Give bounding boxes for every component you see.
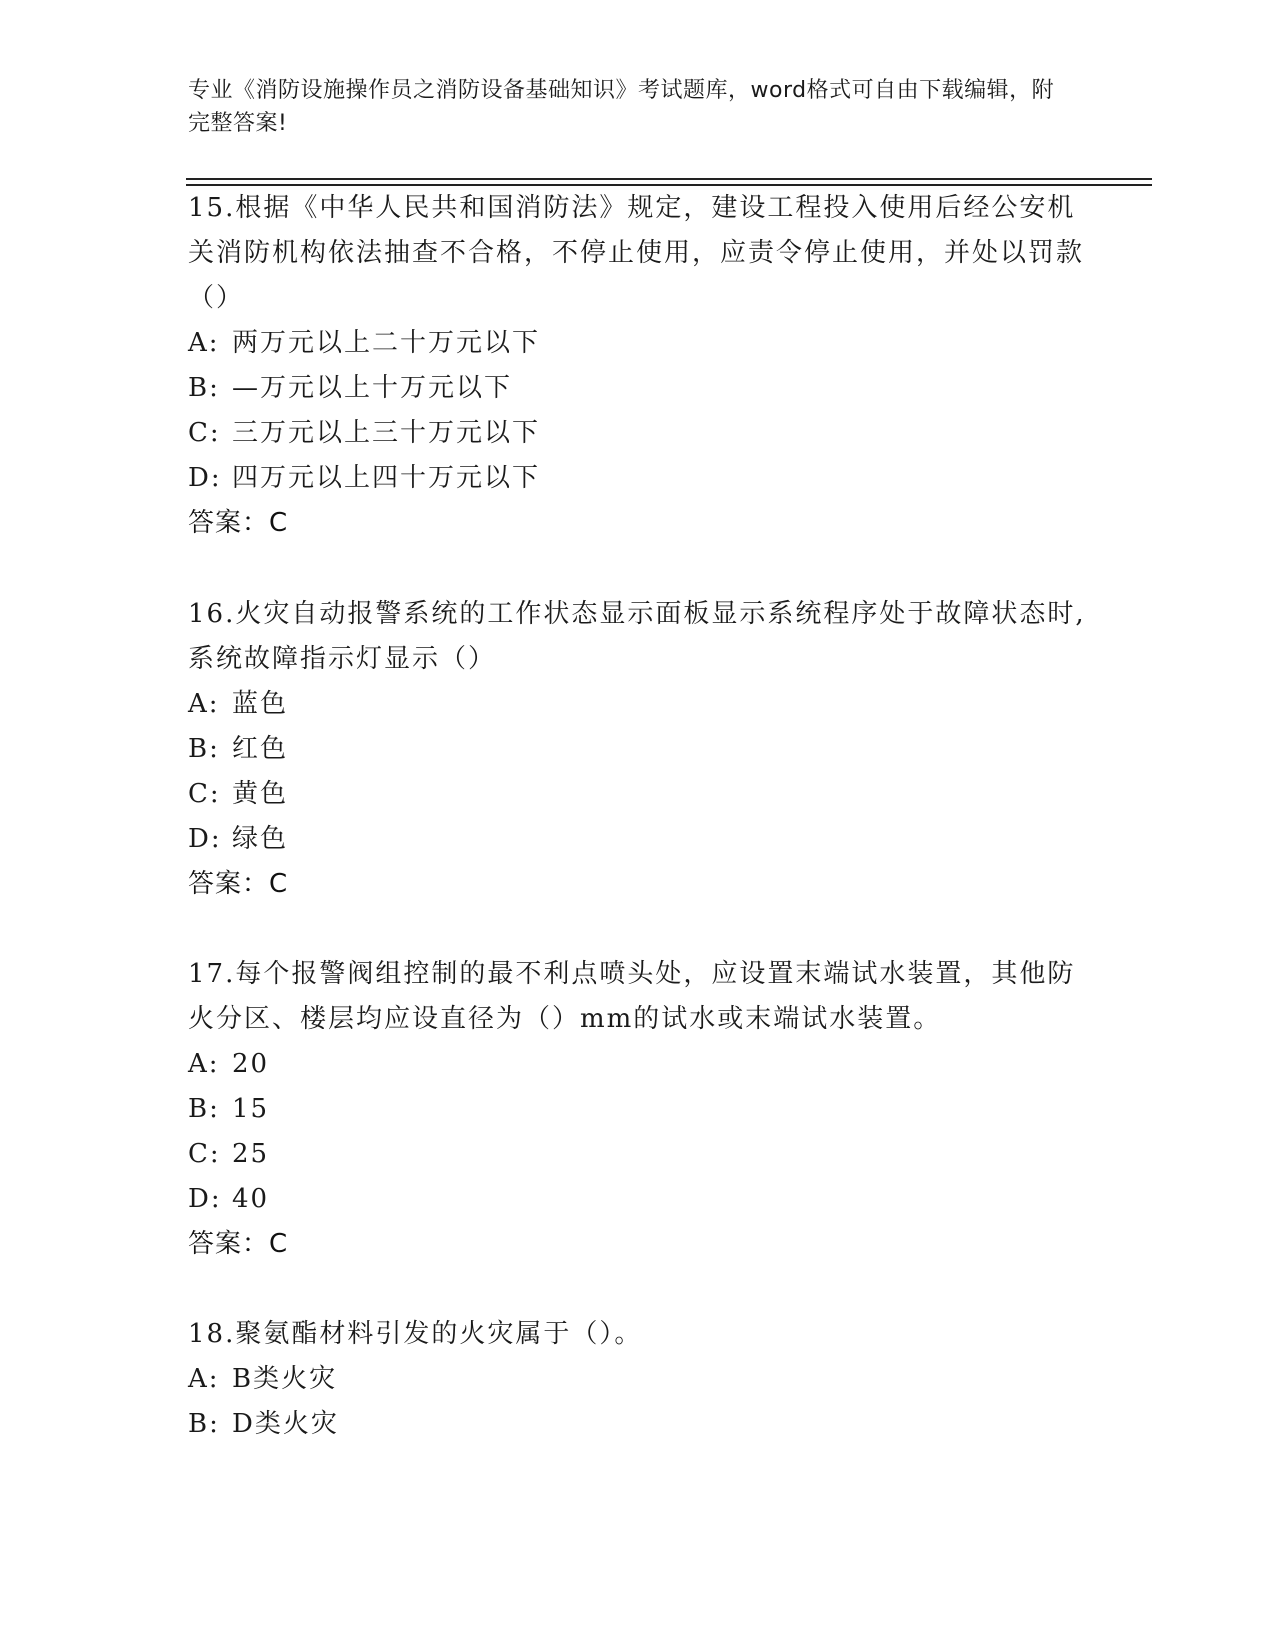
option-b bbox=[188, 366, 1088, 411]
question-text: 17.每个报警阀组控制的最不利点喷头处，应设置末端试水装置，其他防火分区、楼层均应设直径为（）mm的试水或末端试水装置。 bbox=[188, 959, 1076, 1034]
option-key: D: bbox=[188, 1184, 222, 1214]
option-key: C: bbox=[188, 1139, 221, 1169]
option-text: 两万元以上二十万元以下 bbox=[232, 328, 541, 358]
question-text: 15.根据《中华人民共和国消防法》规定，建设工程投入使用后经公安机关消防机构依法抽查不合格，不停止使用，应责令停止使用，并处以罚款（） bbox=[188, 193, 1085, 313]
option-d bbox=[188, 817, 1088, 862]
option-b bbox=[188, 727, 1088, 772]
option-b bbox=[188, 1087, 1088, 1132]
option-d bbox=[188, 456, 1088, 501]
answer-line: 答案：C bbox=[188, 869, 289, 899]
question-text: 16.火灾自动报警系统的工作状态显示面板显示系统程序处于故障状态时,系统故障指示灯显示（） bbox=[188, 599, 1086, 674]
option-text: 黄色 bbox=[232, 779, 289, 809]
option-a bbox=[188, 1357, 1088, 1402]
option-key: B: bbox=[188, 373, 220, 403]
option-key: A: bbox=[188, 689, 220, 719]
option-key: B: bbox=[188, 734, 220, 764]
option-key: A: bbox=[188, 328, 220, 358]
question-16 bbox=[188, 592, 1088, 907]
option-key: C: bbox=[188, 418, 221, 448]
option-key: B: bbox=[188, 1409, 220, 1439]
header-divider-top bbox=[186, 178, 1152, 180]
option-text: 红色 bbox=[232, 734, 289, 764]
option-key: D: bbox=[188, 824, 222, 854]
option-a bbox=[188, 682, 1088, 727]
option-a bbox=[188, 321, 1088, 366]
answer-line: 答案：C bbox=[188, 1229, 289, 1259]
option-key: A: bbox=[188, 1049, 220, 1079]
option-d bbox=[188, 1177, 1088, 1222]
answer-line: 答案：C bbox=[188, 508, 289, 538]
option-text: 四万元以上四十万元以下 bbox=[232, 463, 541, 493]
question-17 bbox=[188, 952, 1088, 1267]
option-text: D类火灾 bbox=[232, 1409, 339, 1439]
option-text: 蓝色 bbox=[232, 689, 289, 719]
option-text: B类火灾 bbox=[232, 1364, 338, 1394]
option-key: C: bbox=[188, 779, 221, 809]
option-key: B: bbox=[188, 1094, 220, 1124]
option-text: 15 bbox=[232, 1094, 270, 1124]
option-text: 三万元以上三十万元以下 bbox=[232, 418, 541, 448]
option-b bbox=[188, 1402, 1088, 1447]
option-text: 20 bbox=[232, 1049, 270, 1079]
option-text: 绿色 bbox=[232, 824, 289, 854]
question-text: 18.聚氨酯材料引发的火灾属于（）。 bbox=[188, 1319, 643, 1349]
question-18 bbox=[188, 1312, 1088, 1447]
option-c bbox=[188, 772, 1088, 817]
question-15 bbox=[188, 186, 1088, 546]
option-key: A: bbox=[188, 1364, 220, 1394]
option-text: 40 bbox=[232, 1184, 270, 1214]
option-c bbox=[188, 1132, 1088, 1177]
option-text: 25 bbox=[232, 1139, 270, 1169]
option-text: —万元以上十万元以下 bbox=[232, 373, 513, 403]
option-key: D: bbox=[188, 463, 222, 493]
document-header: 专业《消防设施操作员之消防设备基础知识》考试题库，word格式可自由下载编辑，附完整答案! bbox=[188, 78, 1055, 136]
option-c bbox=[188, 411, 1088, 456]
option-a bbox=[188, 1042, 1088, 1087]
